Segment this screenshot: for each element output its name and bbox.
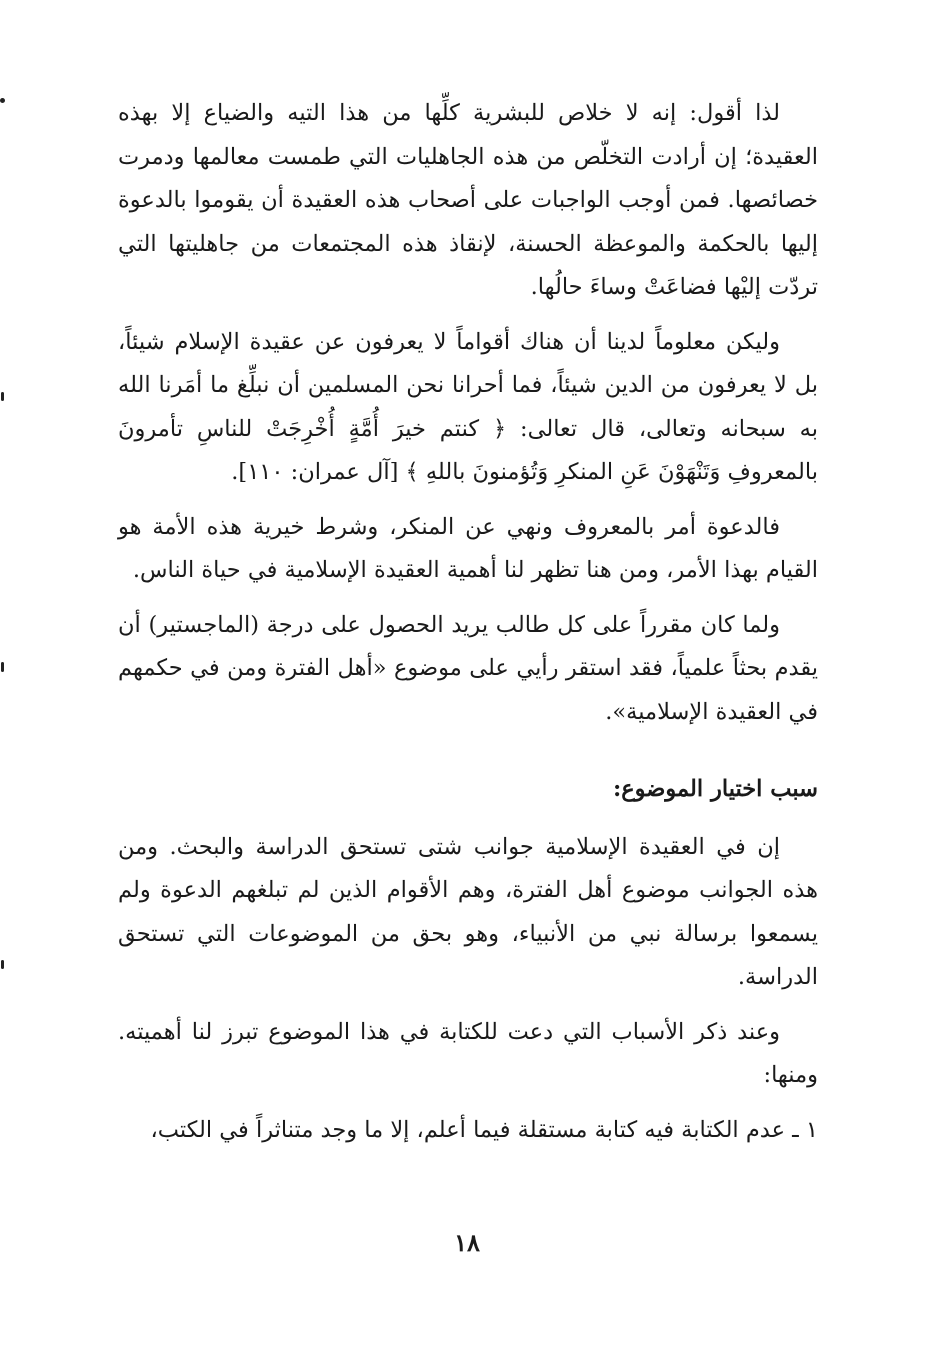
margin-mark-left-2 (1, 662, 4, 672)
paragraph-5: إن في العقيدة الإسلامية جوانب شتى تستحق الدراسة والبحث. ومن هذه الجوانب موضوع أهل الفترة، وهم الأقوام الذين لم تبلغهم الدعوة ولم يسمعوا برسالة نبي من الأنبياء، وهو بحق من الموضوعات التي تستحق الدراسة. (118, 833, 818, 990)
paragraph-6: وعند ذكر الأسباب التي دعت للكتابة في هذا الموضوع تبرز لنا أهميته. ومنها: (118, 1018, 818, 1088)
paragraph-4: ولما كان مقرراً على كل طالب يريد الحصول على درجة (الماجستير) أن يقدم بحثاً علمياً، فقد استقر رأيي على موضوع «أهل الفترة ومن في حكمهم في العقيدة الإسلامية». (118, 611, 818, 725)
paragraph-2: وليكن معلوماً لدينا أن هناك أقواماً لا يعرفون عن عقيدة الإسلام شيئاً، بل لا يعرفون من الدين شيئاً، فما أحرانا نحن المسلمين أن نبلِّغ ما أمَرنا الله به سبحانه وتعالى، قال تعالى: ﴿ كنتم خيرَ أُمَّةٍ أُخْرِجَتْ للناسِ تأمرونَ بالمعروفِ وَتَنْهَوْنَ عَنِ المنكرِ وَتُؤمنونَ باللهِ ﴾ [آل عمران: ١١٠]. (118, 328, 818, 485)
section-heading: سبب اختيار الموضوع: (612, 776, 818, 802)
list-item-1: ١ ـ عدم الكتابة فيه كتابة مستقلة فيما أعلم، إلا ما وجد متناثراً في الكتب، (150, 1116, 818, 1143)
document-page (118, 92, 818, 1152)
margin-mark-left-3 (1, 960, 4, 969)
margin-mark-left-top (0, 98, 5, 103)
page-number: ١٨ (454, 1228, 480, 1257)
paragraph-1: لذا أقول: إنه لا خلاص للبشرية كلِّها من هذا التيه والضياع إلا بهذه العقيدة؛ إن أرادت التخلّص من هذه الجاهليات التي طمست معالمها ودمرت خصائصها. فمن أوجب الواجبات على أصحاب هذه العقيدة أن يقوموا بالدعوة إليها بالحكمة والموعظة الحسنة، لإنقاذ هذه المجتمعات من جاهليتها التي تردّت إليْها فضاعَتْ وساءَ حالُها. (118, 100, 818, 300)
paragraph-3: فالدعوة أمر بالمعروف ونهي عن المنكر، وشرط خيرية هذه الأمة هو القيام بهذا الأمر، ومن هنا تظهر لنا أهمية العقيدة الإسلامية في حياة الناس. (118, 513, 818, 583)
margin-mark-left-1 (1, 392, 4, 401)
